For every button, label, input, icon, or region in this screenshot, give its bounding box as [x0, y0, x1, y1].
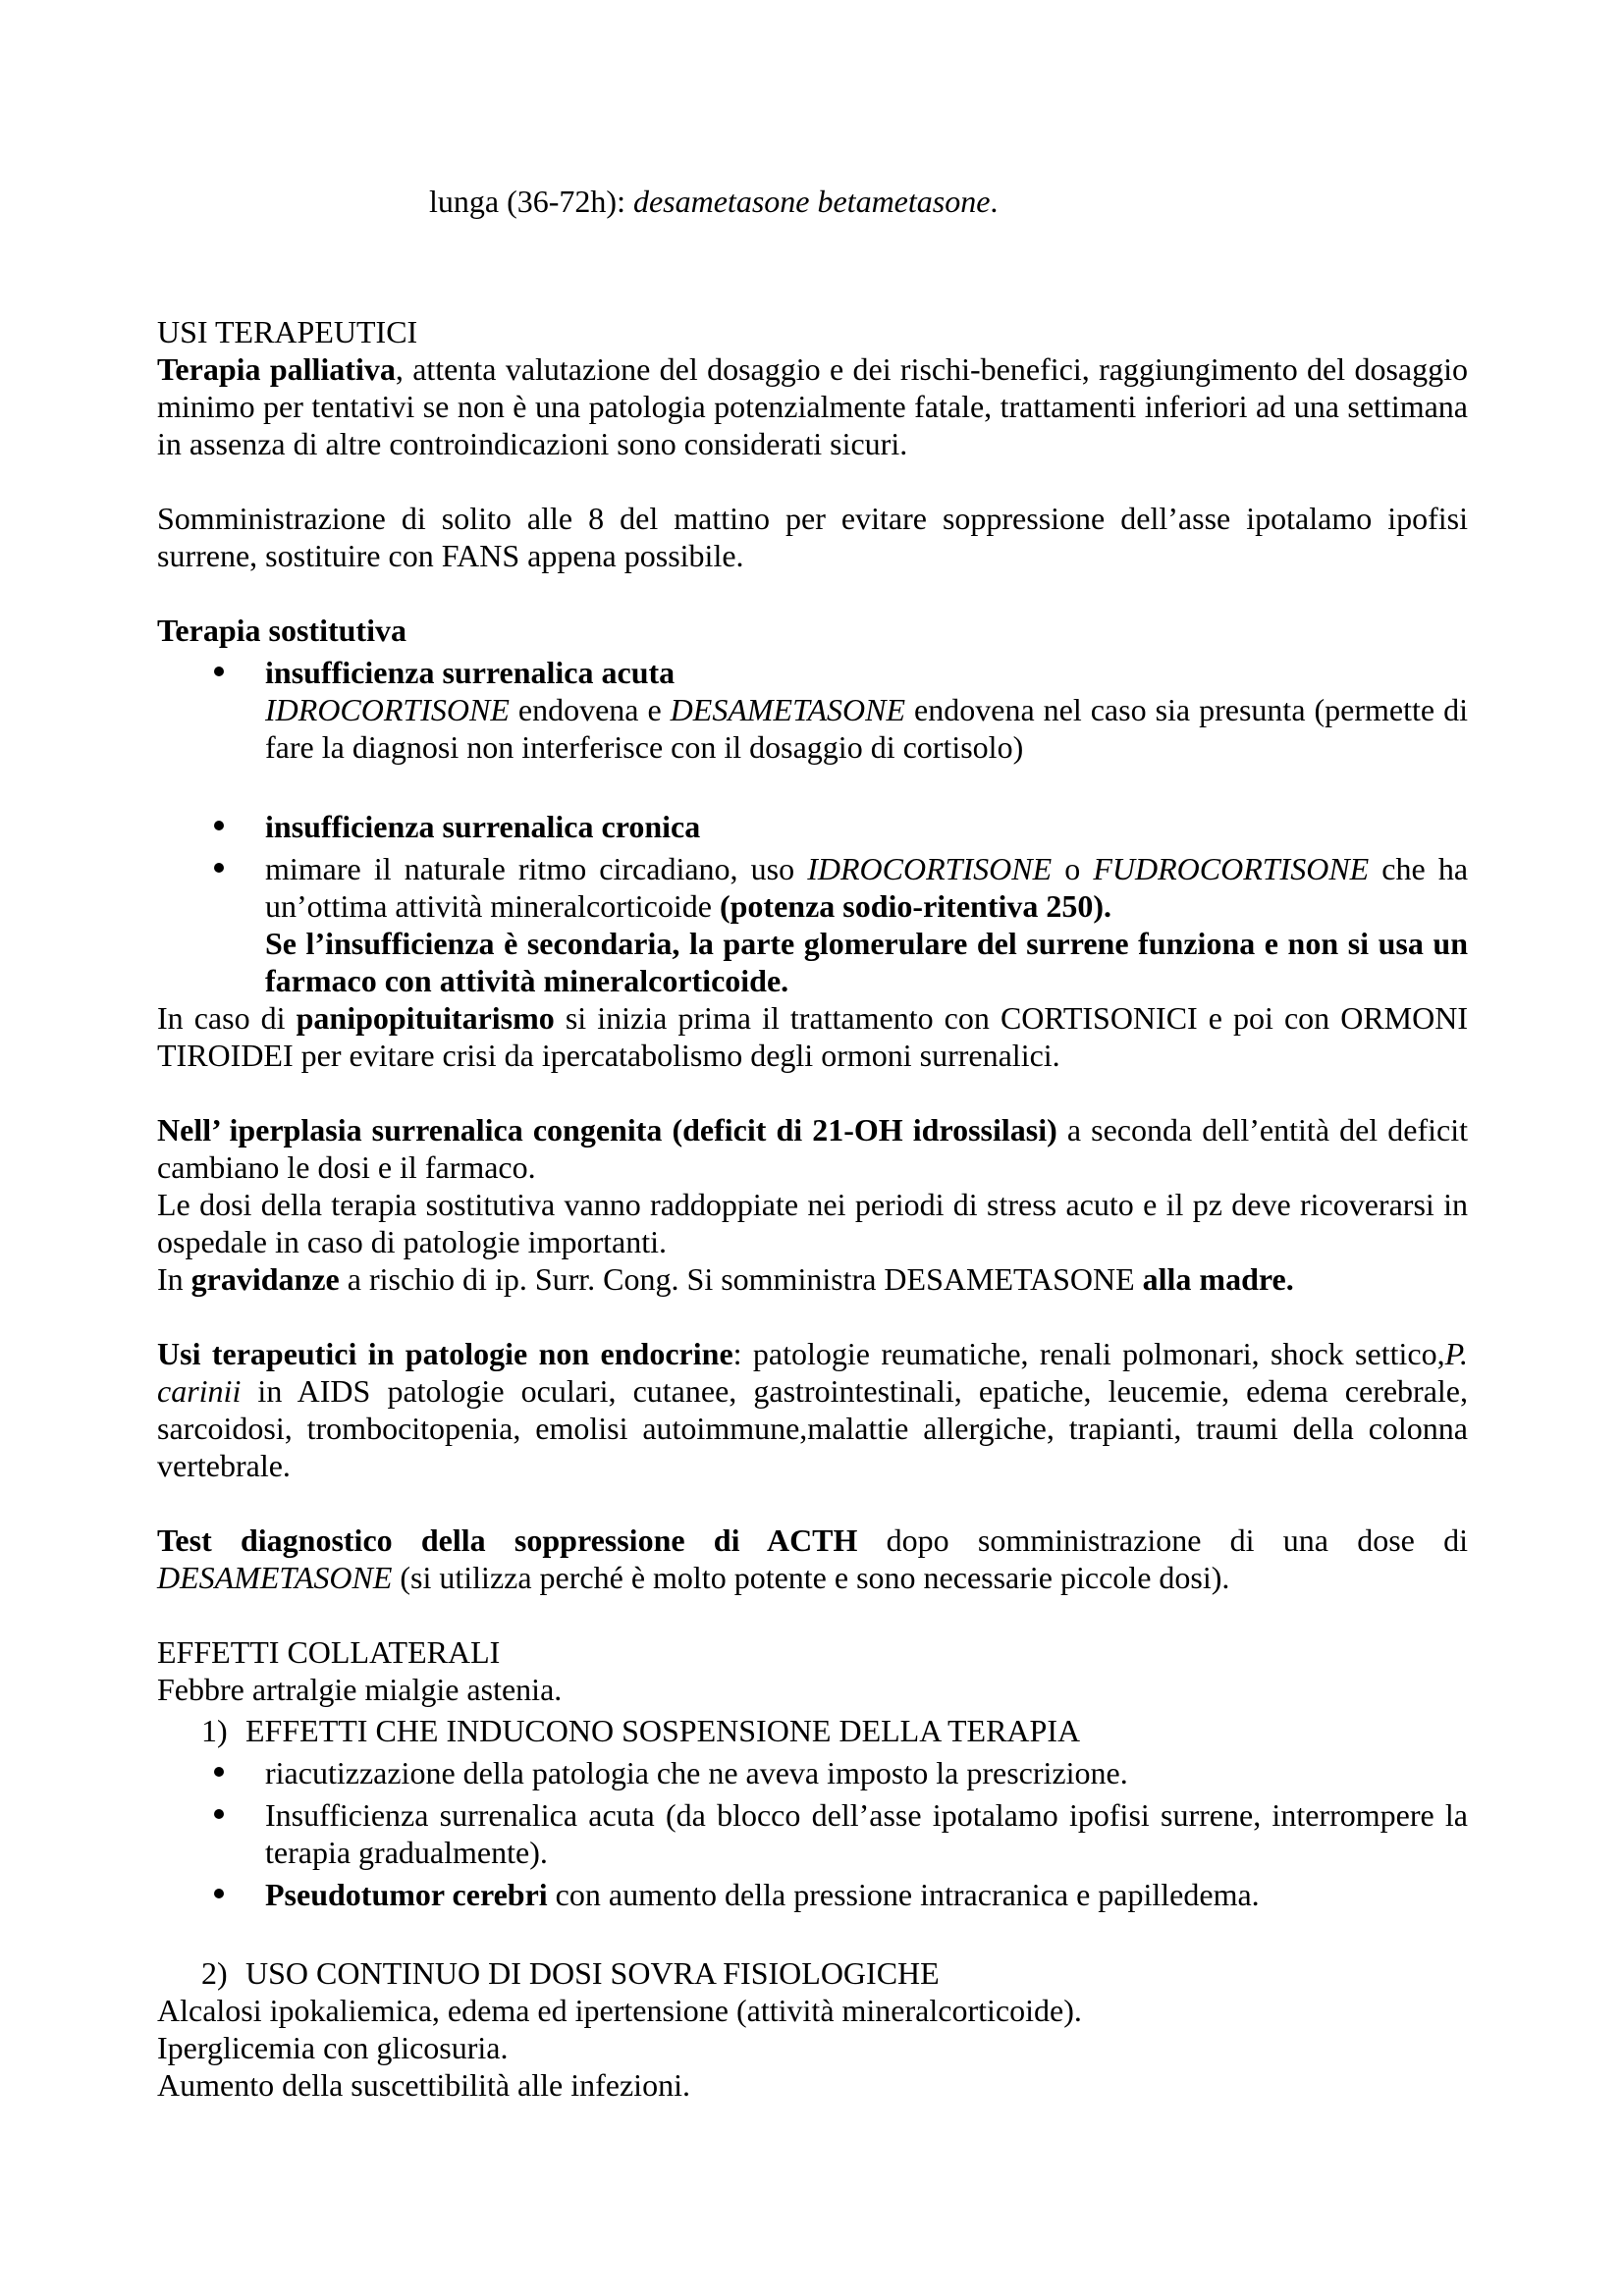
text-run: che ha un’ottima attività mineralcorticoide — [265, 851, 1469, 924]
paragraph — [157, 1522, 1468, 1596]
bullet-icon — [214, 667, 224, 676]
text-run: Pseudotumor cerebri — [265, 1877, 548, 1912]
text-run: alla madre. — [1142, 1261, 1294, 1297]
blank-line — [157, 574, 1468, 612]
blank-line — [157, 1074, 1468, 1111]
paragraph — [157, 2066, 1468, 2104]
text-run: a rischio di ip. Surr. Cong. Si somministra DESAMETASONE — [339, 1261, 1143, 1297]
bullet-item — [157, 1754, 1468, 1791]
text-run: DESAMETASONE — [157, 1560, 393, 1595]
numbered-item — [157, 1712, 1468, 1749]
paragraph — [157, 1335, 1468, 1484]
paragraph — [157, 1260, 1468, 1298]
text-run: DESAMETASONE — [670, 692, 906, 727]
text-run: In — [157, 1261, 191, 1297]
blank-line — [157, 462, 1468, 500]
list-number: 2) — [201, 1955, 228, 1991]
text-run: desametasone betametasone — [632, 184, 991, 219]
blank-line — [157, 1298, 1468, 1335]
blank-line — [157, 220, 1468, 313]
text-run: endovena nel caso sia presunta (permette di fare la diagnosi non interferisce con il dosaggio di cortisolo) — [265, 692, 1469, 765]
text-run: Alcalosi ipokaliemica, edema ed ipertensione (attività mineralcorticoide). — [157, 1993, 1082, 2028]
text-run: panipopituitarismo — [296, 1000, 555, 1036]
numbered-item — [157, 1954, 1468, 1992]
text-run: Le dosi della terapia sostitutiva vanno raddoppiate nei periodi di stress acuto e il pz deve ricoverarsi in ospedale in caso di patologie importanti. — [157, 1187, 1468, 1259]
text-run: Insufficienza surrenalica acuta (da blocco dell’asse ipotalamo ipofisi surrene, interrompere la terapia gradualmente). — [265, 1797, 1468, 1870]
text-run: Test diagnostico della soppressione di ACTH — [157, 1522, 858, 1558]
bullet-item — [157, 1876, 1468, 1913]
text-run: in AIDS patologie oculari, cutanee, gastrointestinali, epatiche, leucemie, edema cerebrale, sarcoidosi, trombocitopenia, emolisi autoimmune,malattie allergiche, trapianti, traumi della colonna vertebrale. — [157, 1373, 1468, 1483]
text-run: . — [990, 184, 999, 219]
blank-line — [157, 1913, 1468, 1950]
paragraph — [157, 1186, 1468, 1260]
bullet-icon — [214, 1889, 224, 1898]
paragraph — [157, 1992, 1468, 2029]
text-run: Terapia palliativa — [157, 351, 396, 387]
text-run: mimare il naturale ritmo circadiano, uso — [265, 851, 808, 886]
paragraph — [157, 1633, 1468, 1671]
text-run: USI TERAPEUTICI — [157, 314, 418, 349]
indented-paragraph — [157, 691, 1468, 766]
text-run: a seconda dell’entità del deficit cambiano le dosi e il farmaco. — [157, 1112, 1469, 1185]
blank-line — [157, 1484, 1468, 1522]
text-run: Aumento della suscettibilità alle infezioni. — [157, 2067, 690, 2103]
text-run: USO CONTINUO DI DOSI SOVRA FISIOLOGICHE — [245, 1955, 940, 1991]
list-number: 1) — [201, 1713, 228, 1748]
text-run: FUDROCORTISONE — [1093, 851, 1370, 886]
paragraph — [157, 313, 1468, 350]
text-run: si inizia prima il trattamento con CORTISONICI e poi con ORMONI TIROIDEI per evitare crisi da ipercatabolismo degli ormoni surrenalici. — [157, 1000, 1469, 1073]
bullet-item — [157, 1796, 1468, 1871]
text-run: EFFETTI COLLATERALI — [157, 1634, 501, 1670]
text-run: In caso di — [157, 1000, 297, 1036]
text-run: Febbre artralgie mialgie astenia. — [157, 1672, 563, 1707]
blank-line — [157, 1596, 1468, 1633]
text-run: IDROCORTISONE — [807, 851, 1053, 886]
text-run: lunga (36-72h): — [429, 184, 633, 219]
paragraph — [157, 612, 1468, 649]
bullet-item — [157, 850, 1468, 925]
text-run: Usi terapeutici in patologie non endocrine — [157, 1336, 733, 1371]
text-run: Iperglicemia con glicosuria. — [157, 2030, 509, 2065]
text-run: Se l’insufficienza è secondaria, la parte glomerulare del surrene funziona e non si usa un farmaco con attività mineralcorticoide. — [265, 926, 1468, 998]
text-run: Nell’ iperplasia surrenalica congenita (deficit di 21-OH idrossilasi) — [157, 1112, 1057, 1148]
bullet-icon — [214, 863, 224, 873]
text-run: endovena e — [509, 692, 671, 727]
bullet-icon — [214, 821, 224, 830]
bullet-icon — [214, 1767, 224, 1777]
text-run: riacutizzazione della patologia che ne aveva imposto la prescrizione. — [265, 1755, 1128, 1790]
text-run: , attenta valutazione del dosaggio e dei rischi-benefici, raggiungimento del dosaggio minimo per tentativi se non è una patologia potenzialmente fatale, trattamenti inferiori ad una settimana in assenza di altre controindicazioni sono considerati sicuri. — [157, 351, 1469, 461]
bullet-item — [157, 654, 1468, 691]
text-run: o — [1052, 851, 1094, 886]
opening-line — [429, 183, 1468, 220]
text-run: (si utilizza perché è molto potente e sono necessarie piccole dosi). — [392, 1560, 1230, 1595]
text-run: EFFETTI CHE INDUCONO SOSPENSIONE DELLA TERAPIA — [245, 1713, 1081, 1748]
bullet-item — [157, 808, 1468, 845]
document-body — [157, 183, 1468, 2104]
text-run: con aumento della pressione intracranica e papilledema. — [547, 1877, 1260, 1912]
text-run: IDROCORTISONE — [265, 692, 510, 727]
paragraph — [157, 1671, 1468, 1708]
text-run: P. carinii — [157, 1336, 1469, 1409]
blank-line — [157, 766, 1468, 803]
paragraph — [157, 500, 1468, 574]
paragraph — [157, 2029, 1468, 2066]
paragraph — [157, 999, 1468, 1074]
text-run: (potenza sodio-ritentiva 250). — [719, 888, 1112, 924]
text-run: : patologie reumatiche, renali polmonari, shock settico, — [732, 1336, 1445, 1371]
text-run: dopo somministrazione di una dose di — [857, 1522, 1469, 1558]
text-run: Somministrazione di solito alle 8 del mattino per evitare soppressione dell’asse ipotalamo ipofisi surrene, sostituire con FANS appena possibile. — [157, 501, 1468, 573]
text-run: gravidanze — [190, 1261, 340, 1297]
indented-paragraph — [157, 925, 1468, 999]
text-run: Terapia sostitutiva — [157, 613, 406, 648]
paragraph — [157, 350, 1468, 462]
paragraph — [157, 1111, 1468, 1186]
bullet-icon — [214, 1809, 224, 1819]
text-run: insufficienza surrenalica cronica — [265, 809, 701, 844]
text-run: insufficienza surrenalica acuta — [265, 655, 676, 690]
